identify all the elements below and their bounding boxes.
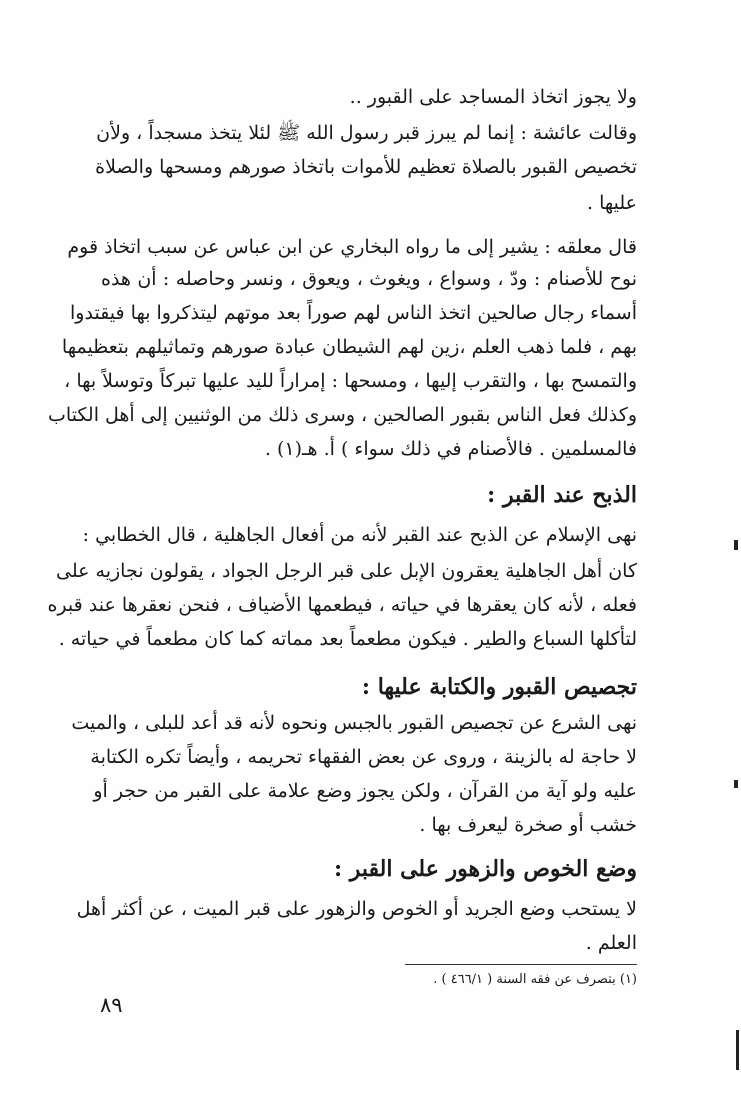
text-line-18: عليه ولو آية من القرآن ، ولكن يجوز وضع علامة على القبر من حجر أو — [93, 780, 637, 802]
page-number: ٨٩ — [100, 993, 123, 1017]
text-line-6: نوح للأصنام : ودّ ، وسواع ، ويغوث ، ويعوق ، ونسر وحاصله : أن هذه — [101, 268, 637, 290]
text-line-11: فالمسلمين . فالأصنام في ذلك سواء ) أ. هـ(١) . — [264, 438, 637, 460]
text-line-9: والتمسح بها ، والتقرب إليها ، ومسحها : إمراراً لليد عليها تبركاً وتوسلاً بها ، — [64, 370, 637, 392]
text-line-10: وكذلك فعل الناس بقبور الصالحين ، وسرى ذلك من الوثنيين إلى أهل الكتاب — [48, 404, 637, 426]
text-line-17: لا حاجة له بالزينة ، وروى عن بعض الفقهاء تحريمه ، وأيضاً تكره الكتابة — [90, 746, 637, 768]
section-heading-slaughter: الذبح عند القبر : — [487, 482, 637, 508]
text-line-19: خشب أو صخرة ليعرف بها . — [419, 814, 637, 836]
scan-mark-right-2 — [734, 780, 738, 788]
text-line-20: لا يستحب وضع الجريد أو الخوص والزهور على قبر الميت ، عن أكثر أهل — [76, 898, 637, 920]
text-line-7: أسماء رجال صالحين اتخذ الناس لهم صوراً بعد موتهم ليتذكروا بها فيقتدوا — [70, 302, 637, 324]
text-line-8: بهم ، فلما ذهب العلم ،زين لهم الشيطان عبادة صورهم وتماثيلهم بتعظيمها — [61, 336, 637, 358]
text-line-14: فعله ، لأنه كان يعقرها في حياته ، فيطعمها الأضياف ، فنحن نعقرها عند قبره — [47, 594, 637, 616]
footnote: (١) بتصرف عن فقه السنة ( ٤٦٦/١ ) . — [433, 972, 637, 987]
text-line-1: ولا يجوز اتخاذ المساجد على القبور .. — [349, 86, 637, 108]
scan-mark-right-3 — [736, 1030, 739, 1070]
section-heading-plastering: تجصيص القبور والكتابة عليها : — [361, 674, 637, 700]
footnote-separator — [405, 964, 637, 965]
text-line-13: كان أهل الجاهلية يعقرون الإبل على قبر الرجل الجواد ، يقولون نجازيه على — [56, 560, 637, 582]
text-line-5: قال معلقه : يشير إلى ما رواه البخاري عن ابن عباس عن سبب اتخاذ قوم — [67, 236, 637, 258]
text-line-16: نهى الشرع عن تجصيص القبور بالجبس ونحوه لأنه قد أعد للبلى ، والميت — [71, 712, 637, 734]
text-line-2: وقالت عائشة : إنما لم يبرز قبر رسول الله ﷺ لئلا يتخذ مسجداً ، ولأن — [96, 122, 637, 144]
text-line-12: نهى الإسلام عن الذبح عند القبر لأنه من أفعال الجاهلية ، قال الخطابي : — [82, 524, 637, 546]
text-line-4: عليها . — [587, 192, 637, 214]
text-line-3: تخصيص القبور بالصلاة تعظيم للأموات باتخاذ صورهم ومسحها والصلاة — [95, 156, 637, 178]
scan-mark-right-1 — [734, 540, 738, 550]
section-heading-flowers: وضع الخوص والزهور على القبر : — [333, 856, 637, 882]
text-line-15: لتأكلها السباع والطير . فيكون مطعماً بعد مماته كما كان مطعماً في حياته . — [58, 628, 637, 650]
text-line-21: العلم . — [585, 932, 637, 954]
